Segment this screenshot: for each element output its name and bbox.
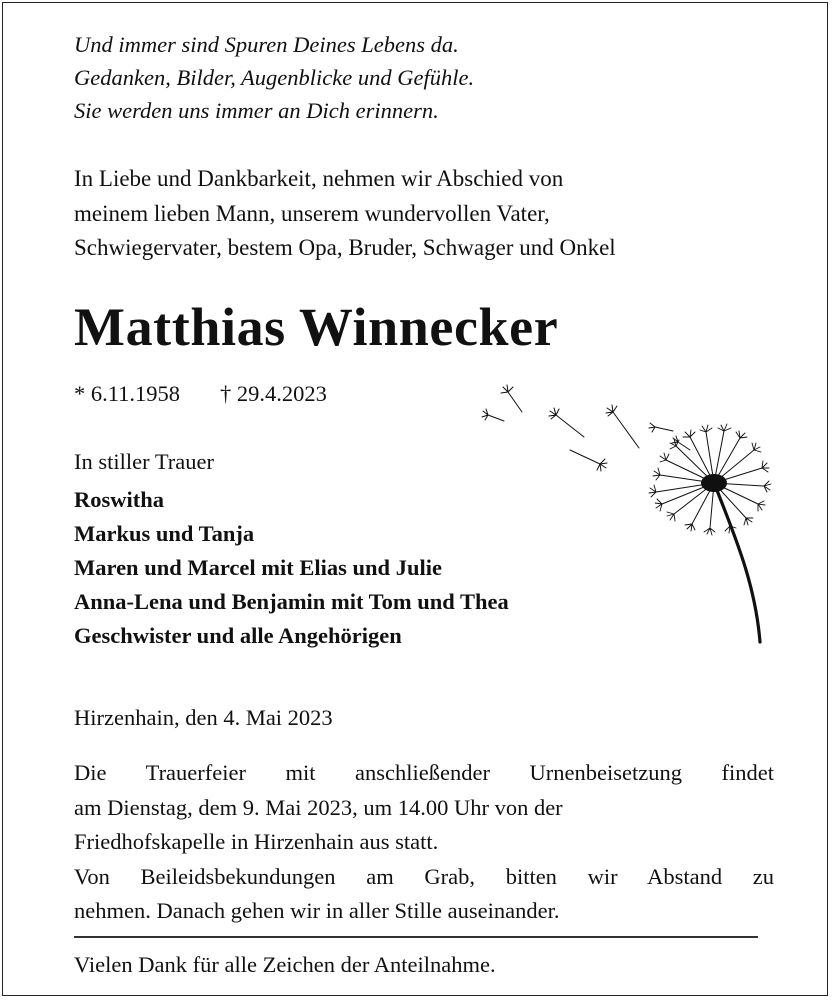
divider <box>74 936 758 938</box>
birth-date: * 6.11.1958 <box>74 381 181 406</box>
poem <box>74 28 474 127</box>
mourner-entry: Roswitha <box>74 487 165 512</box>
life-dates <box>74 379 327 409</box>
death-date: † 29.4.2023 <box>220 381 327 406</box>
funeral-line: Die Trauerfeier mit anschließender Urnenbeisetzung findet <box>74 760 774 785</box>
mourner-entry: Anna-Lena und Benjamin mit Tom und Thea <box>74 589 509 614</box>
thanks-text: Vielen Dank für alle Zeichen der Anteilnahme. <box>74 952 496 977</box>
deceased-name: Matthias Winnecker <box>74 297 559 357</box>
funeral-notice <box>74 756 774 929</box>
funeral-line: Von Beileidsbekundungen am Grab, bitten wir Abstand zu <box>74 863 774 889</box>
mourner-entry: Markus und Tanja <box>74 521 255 546</box>
funeral-line: nehmen. Danach gehen wir in aller Stille auseinander. <box>74 898 560 923</box>
intro-line: In Liebe und Dankbarkeit, nehmen wir Abschied von <box>74 166 564 191</box>
place-date: Hirzenhain, den 4. Mai 2023 <box>74 705 333 730</box>
mourners-list <box>74 483 509 653</box>
poem-line: Und immer sind Spuren Deines Lebens da. <box>74 32 459 57</box>
mourner-entry: Geschwister und alle Angehörigen <box>74 623 402 648</box>
intro-text <box>74 162 616 266</box>
funeral-line: Friedhofskapelle in Hirzenhain aus statt. <box>74 829 439 854</box>
intro-line: meinem lieben Mann, unserem wundervollen Vater, <box>74 200 550 226</box>
poem-line: Gedanken, Bilder, Augenblicke und Gefühle. <box>74 65 475 90</box>
poem-line: Sie werden uns immer an Dich erinnern. <box>74 98 439 123</box>
funeral-line: am Dienstag, dem 9. Mai 2023, um 14.00 Uhr von der <box>74 794 563 820</box>
mourning-label: In stiller Trauer <box>74 449 214 474</box>
dandelion-icon <box>470 380 780 650</box>
mourner-entry: Maren und Marcel mit Elias und Julie <box>74 555 442 580</box>
intro-line: Schwiegervater, bestem Opa, Bruder, Schwager und Onkel <box>74 235 616 260</box>
